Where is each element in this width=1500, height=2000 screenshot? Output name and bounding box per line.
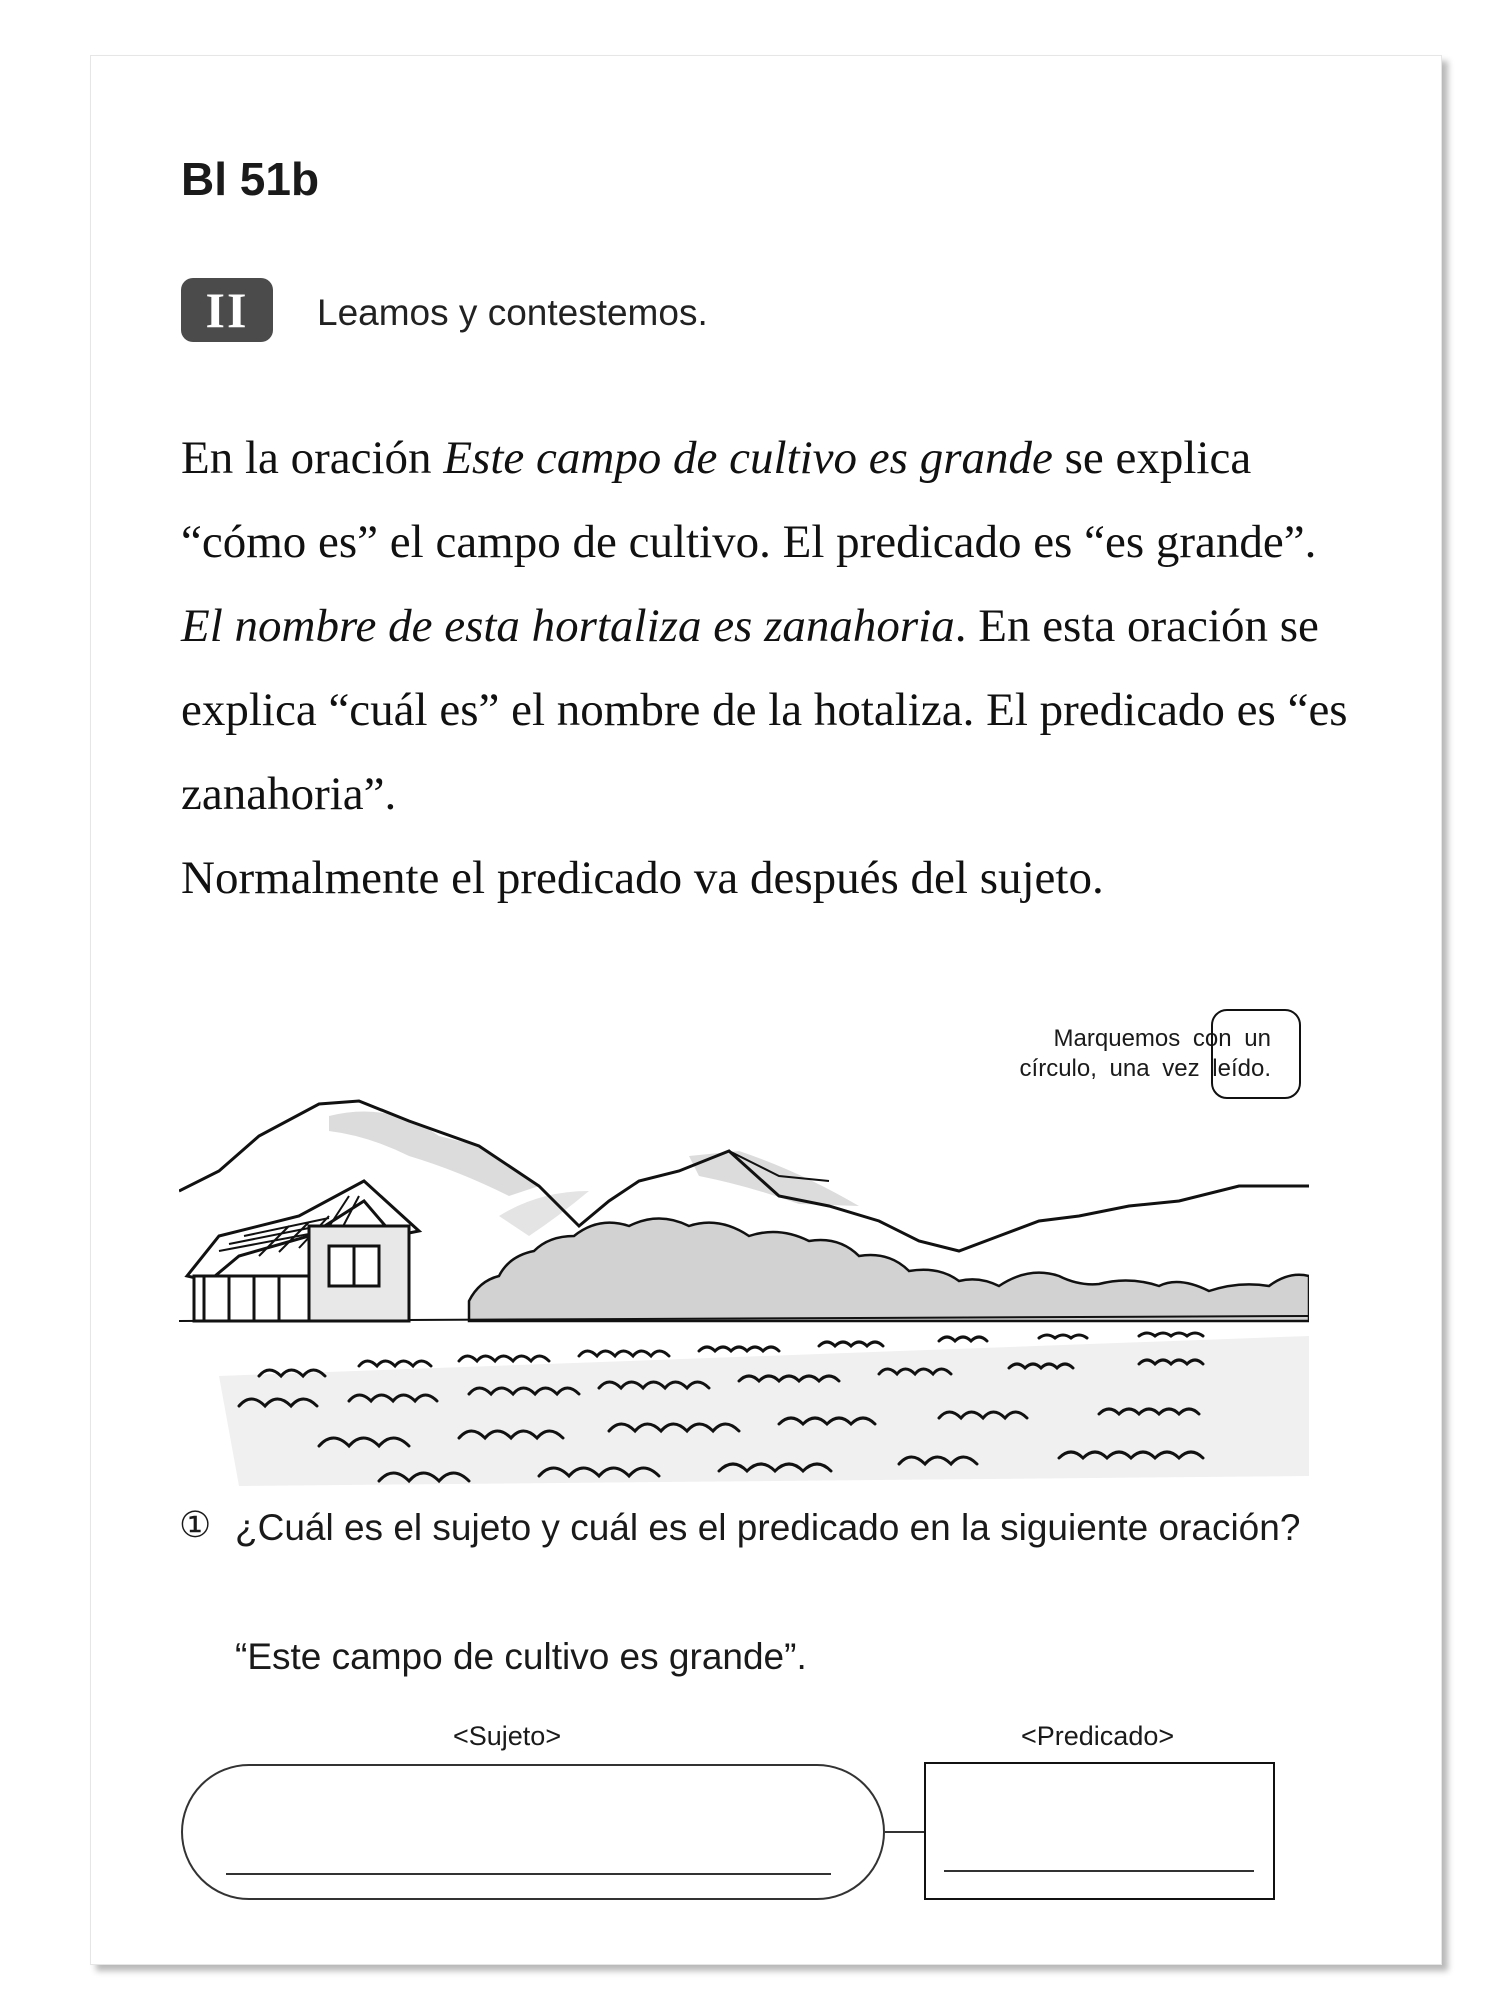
predicate-label: <Predicado> xyxy=(1021,1721,1175,1751)
subject-label: <Sujeto> xyxy=(453,1721,562,1751)
section-badge: II xyxy=(181,278,273,342)
question-number: ① xyxy=(179,1504,212,1545)
instruction-text: Leamos y contestemos. xyxy=(317,292,708,333)
tree-line xyxy=(469,1219,1309,1322)
question-sentence: “Este campo de cultivo es grande”. xyxy=(235,1636,807,1677)
mountain-shading-2 xyxy=(689,1151,859,1206)
house-porch xyxy=(194,1276,309,1321)
worksheet-page xyxy=(90,55,1442,1965)
predicate-answer-box[interactable] xyxy=(924,1762,1275,1900)
example-sentence-1: Este campo de cultivo es grande xyxy=(443,432,1053,484)
subject-answer-box[interactable] xyxy=(181,1764,885,1900)
farm-landscape-illustration xyxy=(179,1076,1309,1501)
farmhouse xyxy=(187,1181,419,1321)
reading-passage xyxy=(181,416,1381,920)
answer-connector-line xyxy=(885,1831,924,1833)
read-mark-line-1: Marquemos con un xyxy=(1053,1025,1271,1052)
reading-paragraph-3: Normalmente el predicado va después del sujeto. xyxy=(181,852,1104,904)
question-text: ¿Cuál es el sujeto y cuál es el predicado en la siguiente oración? xyxy=(235,1507,1301,1548)
reading-p2-end: . En esta oración se explica “cuál es” el nombre de la hotaliza. El predicado es “es zanahoria”. xyxy=(181,600,1348,820)
example-sentence-2: El nombre de esta hortaliza es zanahoria xyxy=(181,600,955,652)
reading-paragraph-1 xyxy=(181,416,1381,584)
reading-p1-start: En la oración xyxy=(181,432,444,484)
subject-answer-line xyxy=(226,1873,831,1875)
read-mark-line-2: círculo, una vez leído. xyxy=(1019,1055,1271,1082)
reading-paragraph-2 xyxy=(181,584,1381,836)
mountain-shading-3 xyxy=(499,1191,589,1236)
worksheet-code: Bl 51b xyxy=(181,153,320,205)
reading-p1-end: se explica “cómo es” el campo de cultivo. El predicado es “es grande”. xyxy=(181,432,1317,568)
predicate-answer-line xyxy=(944,1870,1254,1872)
